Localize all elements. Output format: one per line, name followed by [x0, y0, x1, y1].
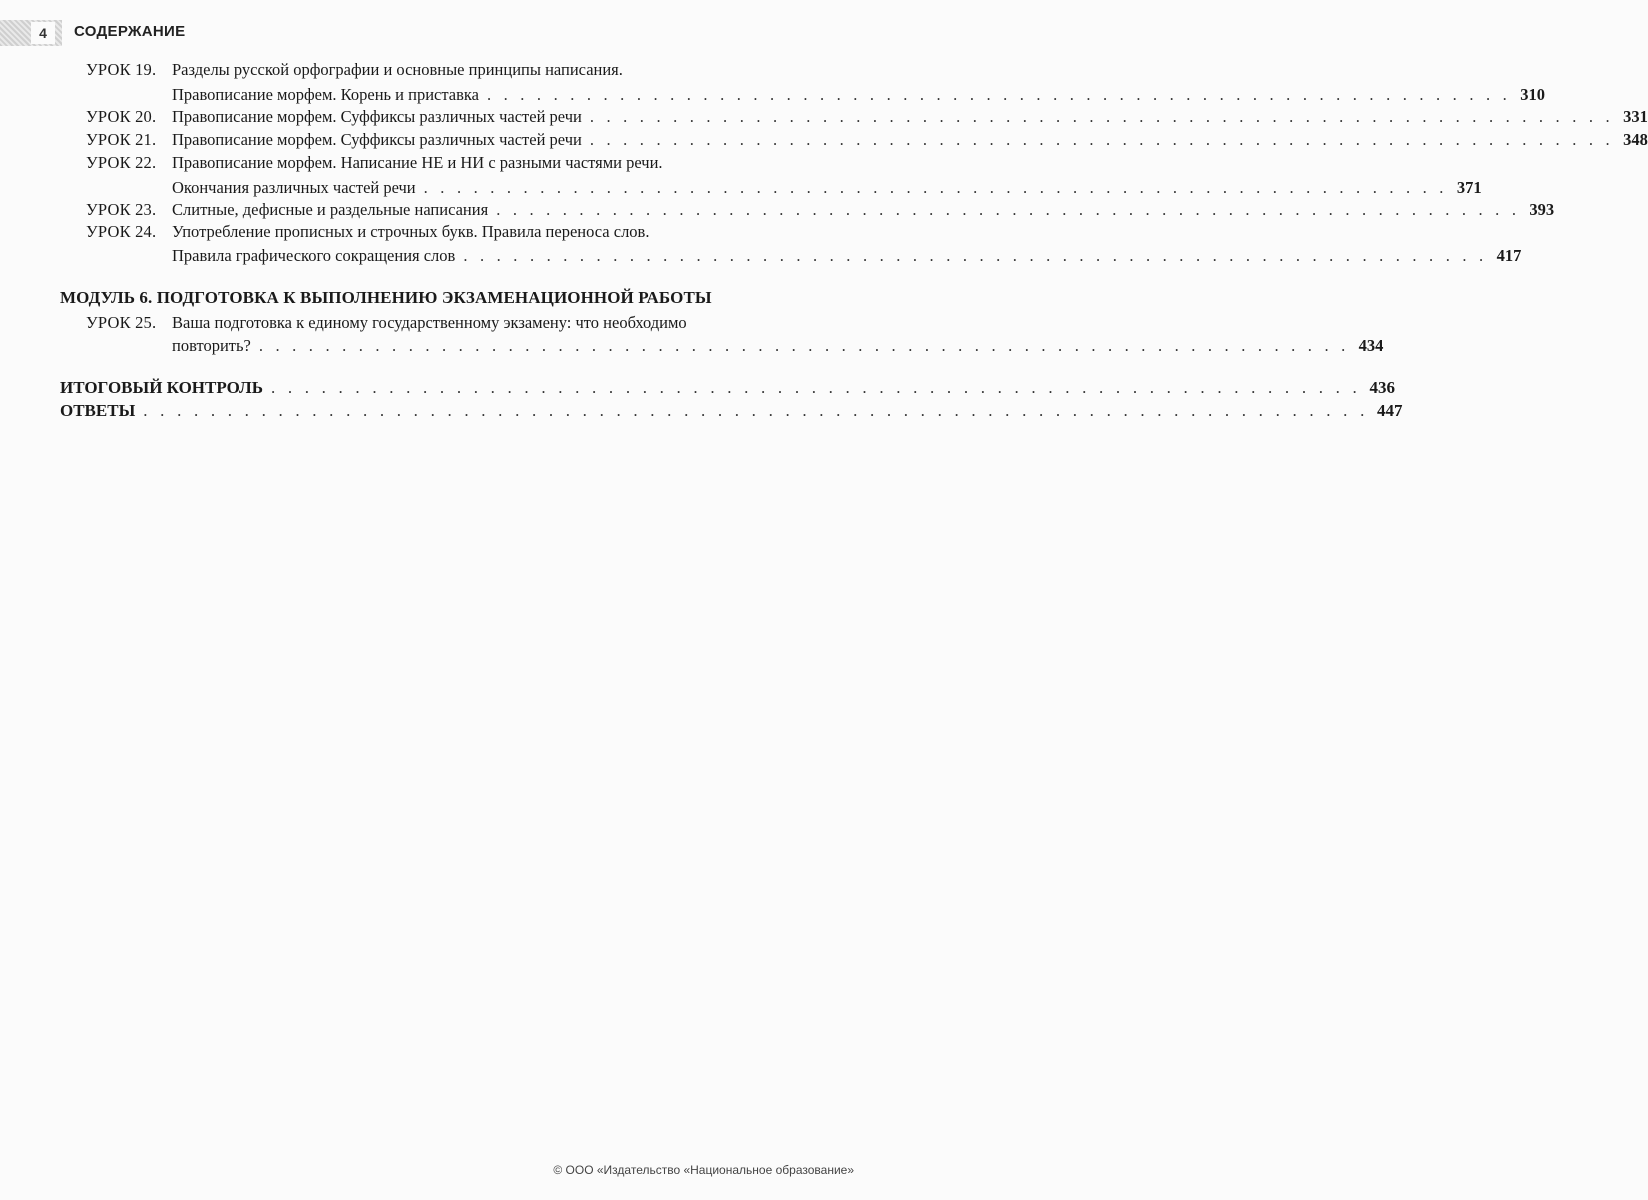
lesson-number: УРОК 24.	[86, 222, 157, 241]
dot-leader: . . . . . . . . . . . . . . . . . . . . . . . . . . . . . . . . . . . . . . . . . . . . . . . . . . . . . . . . . . . . . .	[496, 200, 1521, 219]
lesson-title: Ваша подготовка к единому государственному экзамену: что необходимо	[172, 313, 687, 332]
dot-leader: . . . . . . . . . . . . . . . . . . . . . . . . . . . . . . . . . . . . . . . . . . . . . . . . . . . . . . . . . . . . . .	[589, 107, 1614, 126]
page-ref: 393	[1529, 200, 1555, 219]
lesson-title-continued: Правила графического сокращения слов	[172, 246, 456, 265]
lesson-title: Употребление прописных и строчных букв. Правила переноса слов.	[172, 222, 650, 241]
page-ref: 310	[1520, 85, 1545, 104]
toc-leader-row	[172, 246, 1522, 266]
lesson-number: УРОК 25.	[86, 313, 157, 332]
dot-leader: . . . . . . . . . . . . . . . . . . . . . . . . . . . . . . . . . . . . . . . . . . . . . . . . . . . . . . . . . . . . . . . . .	[270, 378, 1361, 397]
toc-leader-row	[172, 336, 1384, 356]
dot-leader: . . . . . . . . . . . . . . . . . . . . . . . . . . . . . . . . . . . . . . . . . . . . . . . . . . . . . . . . . . . . . .	[486, 85, 1511, 104]
dot-leader: . . . . . . . . . . . . . . . . . . . . . . . . . . . . . . . . . . . . . . . . . . . . . . . . . . . . . . . . . . . . . .	[463, 246, 1488, 265]
page-ref: 331	[1623, 107, 1648, 126]
dot-leader: . . . . . . . . . . . . . . . . . . . . . . . . . . . . . . . . . . . . . . . . . . . . . . . . . . . . . . . . . . . . . . . . . .	[258, 336, 1350, 355]
lesson-title: Правописание морфем. Суффиксы различных частей речи	[172, 107, 582, 126]
lesson-number: УРОК 21.	[86, 130, 157, 149]
page-ref: 417	[1496, 246, 1522, 265]
toc-leader-row	[172, 130, 1648, 150]
module-6-heading[interactable]: МОДУЛЬ 6. ПОДГОТОВКА К ВЫПОЛНЕНИЮ ЭКЗАМЕНАЦИОННОЙ РАБОТЫ	[60, 288, 712, 307]
lesson-title: Правописание морфем. Написание НЕ и НИ с разными частями речи.	[172, 153, 663, 172]
page-ref: 348	[1623, 130, 1648, 149]
lesson-title-continued: Окончания различных частей речи	[172, 178, 416, 197]
lesson-title-continued: повторить?	[172, 336, 251, 355]
page-ref: 436	[1369, 378, 1395, 397]
toc-leader-row	[172, 107, 1648, 127]
dot-leader: . . . . . . . . . . . . . . . . . . . . . . . . . . . . . . . . . . . . . . . . . . . . . . . . . . . . . . . . . . . . . . . . . . . . . . . . .	[143, 401, 1369, 420]
toc-entry-answers[interactable]	[60, 401, 1403, 421]
lesson-number: УРОК 19.	[86, 60, 157, 79]
copyright-footer: © ООО «Издательство «Национальное образование»	[553, 1163, 854, 1177]
entry-title: ИТОГОВЫЙ КОНТРОЛЬ	[60, 378, 263, 397]
dot-leader: . . . . . . . . . . . . . . . . . . . . . . . . . . . . . . . . . . . . . . . . . . . . . . . . . . . . . . . . . . . . . .	[589, 130, 1614, 149]
entry-title: ОТВЕТЫ	[60, 401, 136, 420]
toc-leader-row	[172, 178, 1482, 198]
page-ref: 434	[1358, 336, 1384, 355]
lesson-title: Правописание морфем. Суффиксы различных частей речи	[172, 130, 582, 149]
page-ref: 371	[1456, 178, 1482, 197]
lesson-number: УРОК 20.	[86, 107, 157, 126]
lesson-number: УРОК 22.	[86, 153, 157, 172]
page-number: 4	[31, 22, 55, 44]
page-ref: 447	[1377, 401, 1403, 420]
toc-leader-row	[172, 85, 1545, 105]
lesson-title: Слитные, дефисные и раздельные написания	[172, 200, 489, 219]
toc-entry-final-control[interactable]	[60, 378, 1395, 398]
lesson-title-continued: Правописание морфем. Корень и приставка	[172, 85, 479, 104]
toc-leader-row	[172, 200, 1555, 220]
lesson-title: Разделы русской орфографии и основные принципы написания.	[172, 60, 623, 79]
lesson-number: УРОК 23.	[86, 200, 157, 219]
dot-leader: . . . . . . . . . . . . . . . . . . . . . . . . . . . . . . . . . . . . . . . . . . . . . . . . . . . . . . . . . . . . . .	[423, 178, 1448, 197]
page-title: СОДЕРЖАНИЕ	[74, 23, 186, 40]
